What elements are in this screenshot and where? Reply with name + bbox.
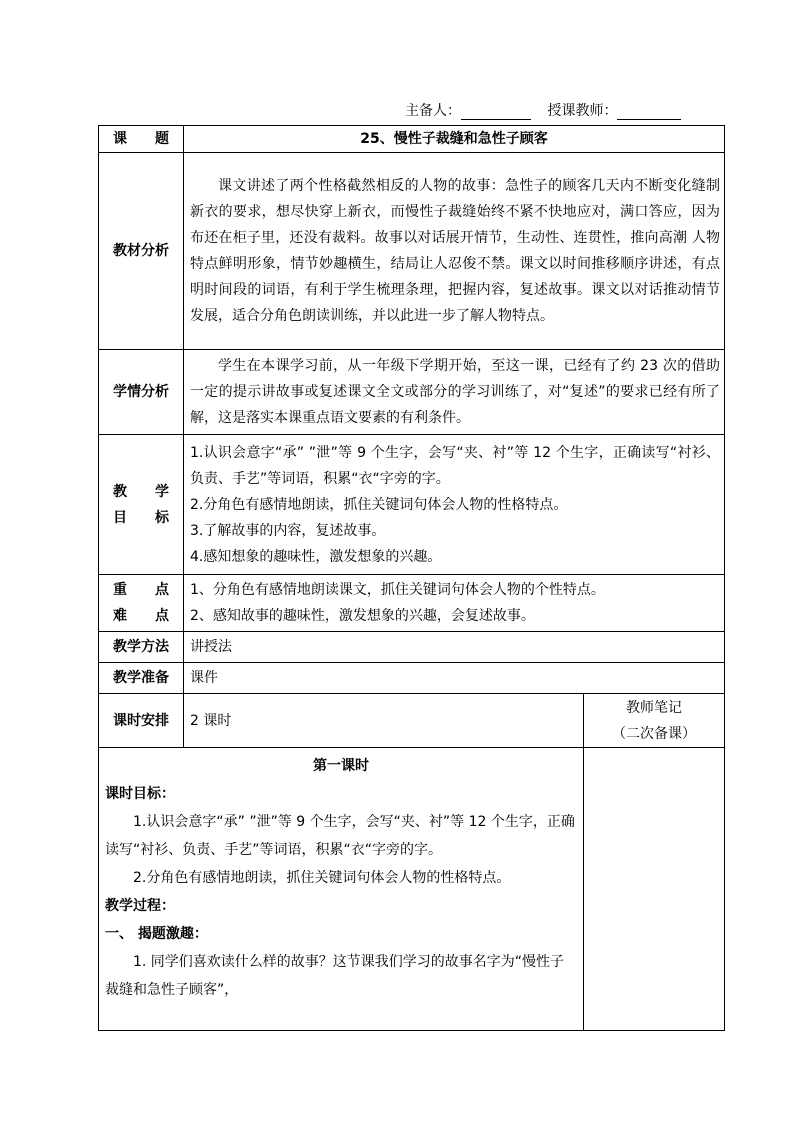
goals-label-line2: 目 标 <box>113 509 169 526</box>
process-step: 1. 同学们喜欢读什么样的故事？这节课我们学习的故事名字为“慢性子裁缝和急性子顾客”， <box>105 954 565 998</box>
teacher-notes-header <box>584 694 725 748</box>
row-material <box>99 153 725 350</box>
preparer-label: 主备人： <box>405 103 461 119</box>
lesson-period-title: 第一课时 <box>313 758 369 774</box>
prep-value: 课件 <box>184 663 725 694</box>
header-line <box>405 100 681 120</box>
keypoint-item: 2、感知故事的趣味性，激发想象的兴趣，会复述故事。 <box>190 608 535 624</box>
students-cell <box>184 350 725 435</box>
method-value: 讲授法 <box>184 632 725 663</box>
keypoints-label-line2: 难 点 <box>113 608 169 624</box>
goals-label-line1: 教 学 <box>113 483 169 500</box>
material-label: 教材分析 <box>99 153 184 350</box>
notes-subtitle: （二次备课） <box>612 725 696 742</box>
row-prep <box>99 663 725 694</box>
keypoints-label <box>99 575 184 632</box>
row-goals <box>99 435 725 575</box>
row-schedule <box>99 694 725 748</box>
keypoints-cell <box>184 575 725 632</box>
preparer-blank[interactable] <box>461 105 531 120</box>
row-keypoints <box>99 575 725 632</box>
students-label: 学情分析 <box>99 350 184 435</box>
prep-label: 教学准备 <box>99 663 184 694</box>
material-cell <box>184 153 725 350</box>
row-method <box>99 632 725 663</box>
teacher-notes-area[interactable] <box>584 748 725 1031</box>
teacher-blank[interactable] <box>617 105 681 120</box>
goal-item: 2.分角色有感情地朗读，抓住关键词句体会人物的性格特点。 <box>190 496 568 513</box>
process-heading: 教学过程： <box>105 898 175 914</box>
section-heading: 一、 揭题激趣： <box>105 926 208 942</box>
row-topic <box>99 126 725 153</box>
notes-title: 教师笔记 <box>626 699 682 716</box>
topic-label: 课 题 <box>99 126 184 153</box>
teacher-label: 授课教师： <box>547 103 618 119</box>
students-text: 学生在本课学习前，从一年级下学期开始，至这一课，已经有了约 23 次的借助一定的提示讲故事或复述课文全文或部分的学习训练了，对“复述”的要求已经有所了解，这是落实本课重点语文要素的有利条件。 <box>190 358 721 426</box>
lesson-goal-2: 2.分角色有感情地朗读，抓住关键词句体会人物的性格特点。 <box>133 870 511 886</box>
goal-item: 4.感知想象的趣味性，激发想象的兴趣。 <box>190 548 442 565</box>
goals-label <box>99 435 184 575</box>
lesson-content <box>99 748 584 1031</box>
lesson-plan-table <box>98 125 725 1031</box>
lesson-goal-heading: 课时目标： <box>105 786 175 802</box>
row-students <box>99 350 725 435</box>
keypoint-item: 1、分角色有感情地朗读课文，抓住关键词句体会人物的个性特点。 <box>190 582 605 598</box>
lesson-goal-1: 1.认识会意字“承” ”泄”等 9 个生字，会写“夹、衬”等 12 个生字，正确读写“衬衫、负责、手艺”等词语，积累“衣“字旁的字。 <box>105 814 575 858</box>
lesson-title: 25、慢性子裁缝和急性子顾客 <box>184 126 725 153</box>
keypoints-label-line1: 重 点 <box>113 582 169 598</box>
goal-item: 3.了解故事的内容，复述故事。 <box>190 522 386 539</box>
goal-item: 1.认识会意字“承” ”泄”等 9 个生字，会写“夹、衬”等 12 个生字，正确读写“衬衫、负责、手艺”等词语，积累“衣“字旁的字。 <box>190 444 721 487</box>
row-lesson <box>99 748 725 1031</box>
material-text: 课文讲述了两个性格截然相反的人物的故事：急性子的顾客几天内不断变化缝制新衣的要求，想尽快穿上新衣，而慢性子裁缝始终不紧不快地应对，满口答应，因为布还在柜子里，还没有裁料。故事以对话展开情节，生动性、连贯性，推向高潮 人物特点鲜明形象，情节妙趣横生，结局让人忍俊不禁。课文以时间推移顺序讲述，有点明时间段的词语，有利于学生梳理条理，把握内容，复述故事。课文以对话推动情节发展，适合分角色朗读训练，并以此进一步了解人物特点。 <box>190 178 721 324</box>
schedule-label: 课时安排 <box>99 694 184 748</box>
method-label: 教学方法 <box>99 632 184 663</box>
goals-cell <box>184 435 725 575</box>
schedule-value: 2 课时 <box>184 694 584 748</box>
